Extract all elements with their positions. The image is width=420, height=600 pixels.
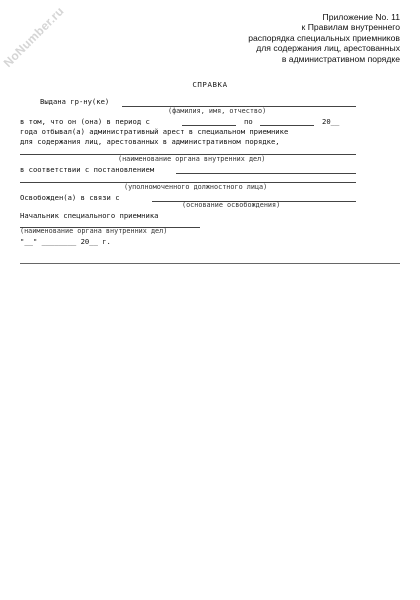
organ-caption-2: (наименование органа внутренних дел) [20,227,168,235]
served-line: года отбывал(а) административный арест в специальном приемнике [20,127,289,136]
header-line-2: к Правилам внутреннего [301,22,400,33]
header-line-1: Приложение No. 11 [322,12,400,22]
header-line-3: распорядка специальных приемников [248,32,400,43]
period-from-line [182,125,236,126]
header-line-5: в административном порядке [281,53,400,64]
resolution-field-line [176,173,356,174]
period-year: 20__ [322,117,340,126]
persons-line: для содержания лиц, арестованных в административном порядке, [20,137,280,146]
release-reason-caption: (основание освобождения) [182,201,281,209]
period-to-line [260,125,314,126]
issued-to-label: Выдана гр-ну(ке) [40,97,110,106]
official-caption: (уполномоченного должностного лица) [124,183,268,191]
appendix-header [200,12,400,64]
period-prefix: в том, что он (она) в период с [20,117,150,126]
watermark: NoNumber.ru [0,4,67,70]
released-label: Освобожден(а) в связи с [20,193,120,202]
document-title: СПРАВКА [192,80,228,89]
according-label: в соответствии с постановлением [20,165,155,174]
bottom-divider [20,263,400,264]
period-by: по [244,117,253,126]
head-label: Начальник специального приемника [20,211,159,220]
fio-caption: (фамилия, имя, отчество) [168,107,267,115]
organ-caption-1: (наименование органа внутренних дел) [118,155,266,163]
header-line-4: для содержания лиц, арестованных [256,43,400,54]
date-line: "__" ________ 20__ г. [20,237,111,246]
